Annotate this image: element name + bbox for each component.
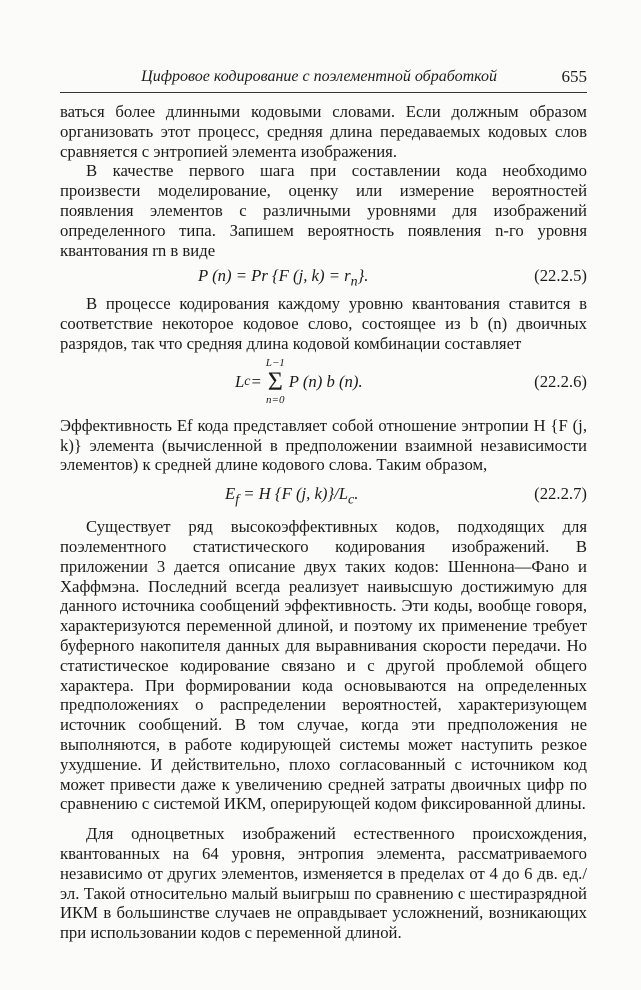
paragraph-4: Эффективность Ef кода представляет собой отношение энтропии H {F (j, k)} элемента (вычисленной в предположении взаимной независимости элементов) к средней длине кодового слова. Таким образом,: [60, 415, 587, 475]
equation-22-2-7-number: (22.2.7): [534, 484, 587, 504]
equation-22-2-6: [60, 358, 587, 410]
equation-22-2-7: [60, 481, 587, 507]
running-title: Цифровое кодирование с поэлементной обработкой: [141, 68, 497, 85]
page-number: 655: [561, 67, 587, 86]
equation-22-2-6-expression: L c = L−1 Σ n=0 P (n) b (n).: [235, 356, 363, 406]
equation-22-2-7-expression: $E_f = H$ {F (j, $k)\}/L_c$.: [225, 484, 359, 508]
equation-22-2-5: [60, 264, 587, 288]
equation-22-2-6-number: (22.2.6): [534, 371, 587, 391]
page-body: [60, 102, 587, 943]
paragraph-2: В качестве первого шага при составлении кода необходимо произвести моделирование, оценку или измерение вероятностей появления элементов с различными уровнями для изображений определенного типа. Запишем вероятность появления n-го уровня квантования rn в виде: [60, 161, 587, 260]
paragraph-3: В процессе кодирования каждому уровню квантования ставится в соответствие некоторое кодовое слово, состоящее из b (n) двоичных разрядов, так что средняя длина кодовой комбинации составляет: [60, 294, 587, 353]
paragraph-5: Существует ряд высокоэффективных кодов, подходящих для поэлементного статистического кодирования изображений. В приложении 3 дается описание двух таких кодов: Шеннона—Фано и Хаффмэна. Последний всегда реализует наивысшую достижимую для данного источника сообщений эффективность. Эти коды, вообще говоря, характеризуются переменной длиной, и поэтому их применение требует буферного накопителя данных для выравнивания скорости передачи. Но статистическое кодирование связано и с другой проблемой общего характера. При формировании кода основываются на определенных предположениях о распределении вероятностей, характеризующем источник сообщений. В том случае, когда эти предположения не выполняются, в работе кодирующей системы может наступить резкое ухудшение. И действительно, плохо согласованный с источником код может привести даже к увеличению средней затраты двоичных цифр по сравнению с системой ИКМ, оперирующей кодом фиксированной длины.: [60, 517, 587, 814]
equation-22-2-5-number: (22.2.5): [534, 266, 587, 286]
paragraph-6: Для одноцветных изображений естественного происхождения, квантованных на 64 уровня, энтропия элемента, рассматриваемого независимо от других элементов, изменяется в пределах от 4 до 6 дв. ед./эл. Такой относительно малый выигрыш по сравнению с шестиразрядной ИКМ в большинстве случаев не оправдывает усложнений, возникающих при использовании кодов с переменной длиной.: [60, 824, 587, 943]
paragraph-1: ваться более длинными кодовыми словами. Если должным образом организовать этот процесс, средняя длина передаваемых кодовых слов сравняется с энтропией элемента изображения.: [60, 102, 587, 161]
page-header: [60, 66, 587, 93]
summation-sign: L−1 Σ n=0: [265, 356, 285, 406]
equation-22-2-5-expression: P (n) = Pr {F (j, $k) = r_n$}.: [198, 266, 369, 290]
